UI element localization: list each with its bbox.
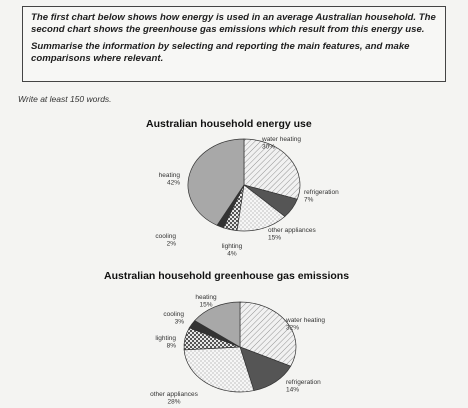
pie1-label-heating: heating 42% [158, 172, 180, 187]
pie2-label-other-appliances: other appliances 28% [150, 391, 198, 406]
pie2-label-heating: heating 15% [195, 294, 217, 309]
emissions-chart-title: Australian household greenhouse gas emissions [104, 270, 350, 282]
task-paragraph-2: Summarise the information by selecting and reporting the main features, and make comparisons where relevant. [31, 41, 410, 64]
energy-use-chart-title: Australian household energy use [146, 118, 312, 130]
pie2-label-lighting: lighting 8% [155, 335, 176, 350]
pie2-label-refrigeration: refrigeration 14% [286, 379, 321, 394]
pie2-label-cooling: cooling 3% [163, 311, 184, 326]
word-count-instruction: Write at least 150 words. [18, 94, 112, 104]
pie2-label-water-heating: water heating 32% [286, 317, 326, 332]
pie1-label-other-appliances: other appliances 15% [268, 227, 316, 242]
pie1-label-refrigeration: refrigeration 7% [304, 189, 339, 204]
pie1-label-lighting: lighting 4% [221, 243, 243, 258]
pie1-label-cooling: cooling 2% [155, 233, 176, 248]
task-paragraph-1: The first chart below shows how energy is used in an average Australian household. The second chart shows the greenhouse gas emissions which result from this energy use. [31, 12, 436, 35]
pie1-label-water-heating: water heating 30% [262, 136, 302, 151]
